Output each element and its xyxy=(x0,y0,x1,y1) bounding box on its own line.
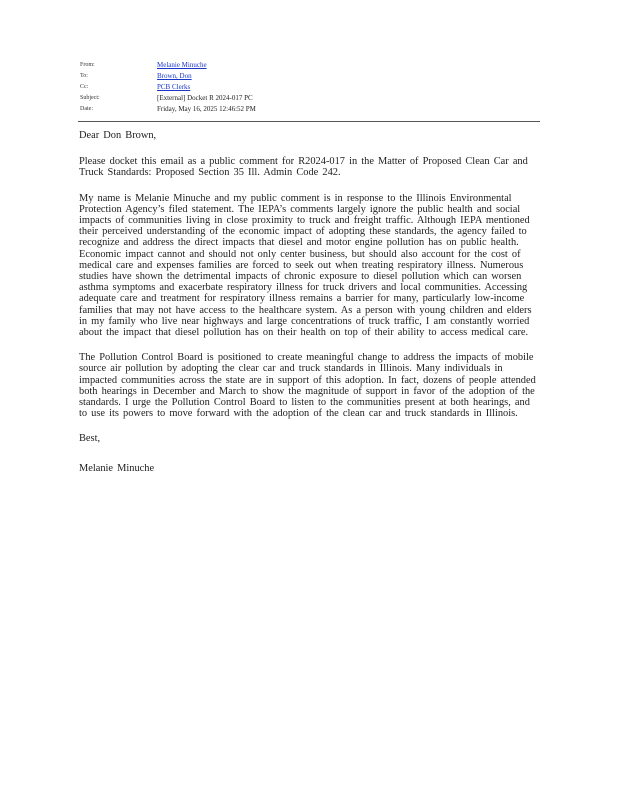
date-value: Friday, May 16, 2025 12:46:52 PM xyxy=(157,105,256,113)
subject-label: Subject: xyxy=(80,95,100,101)
body-paragraph-3: The Pollution Control Board is positioned to create meaningful change to address the impacts of mobile source air pollution by adopting the clear car and truck standards in Illinois. Many individuals in impacted communities across the state are in support of this adoption. In fact, dozens of people attended both hearings in December and March to show the magnitude of support in favor of the adoption of the standards. I urge the Pollution Control Board to listen to the communities present at both hearings, and to use its powers to move forward with the adoption of the clean car and truck standards in Illinois. xyxy=(79,352,536,420)
cc-link[interactable]: PCB Clerks xyxy=(157,83,191,91)
salutation: Dear Don Brown, xyxy=(79,130,157,141)
to-label: To: xyxy=(80,73,88,79)
from-label: From: xyxy=(80,62,95,68)
body-paragraph-1: Please docket this email as a public comment for R2024-017 in the Matter of Proposed Clean Car and Truck Standards: Proposed Section 35 Ill. Admin Code 242. xyxy=(79,156,528,179)
date-label: Date: xyxy=(80,106,93,112)
header-subject-row xyxy=(80,93,540,104)
header-cc-row xyxy=(80,82,540,93)
header-from-row xyxy=(80,60,540,71)
header-divider xyxy=(78,121,540,122)
from-link[interactable]: Melanie Minuche xyxy=(157,61,207,69)
email-body xyxy=(79,130,539,488)
cc-label: Cc: xyxy=(80,84,89,90)
email-header xyxy=(80,60,540,115)
subject-value: [External] Docket R 2024-017 PC xyxy=(157,94,253,102)
to-link[interactable]: Brown, Don xyxy=(157,72,192,80)
header-date-row xyxy=(80,104,540,115)
signature: Melanie Minuche xyxy=(79,462,155,474)
closing: Best, xyxy=(79,433,101,445)
header-to-row xyxy=(80,71,540,82)
body-paragraph-2: My name is Melanie Minuche and my public comment is in response to the Illinois Environmental Protection Agency’s filed statement. The IEPA’s comments largely ignore the public health and social impacts of communities living in close proximity to truck and freight traffic. Although IEPA mentioned their perceived understanding of the economic impact of adopting these standards, the agency failed to recognize and address the direct impacts that diesel and motor engine pollution has on public health. Economic impact cannot and should not only center business, but should also account for the cost of medical care and expenses families are forced to seek out when treating respiratory illness. Numerous studies have shown the detrimental impacts of chronic exposure to diesel pollution which can worsen asthma symptoms and exacerbate respiratory illness for truck drivers and local communities. Accessing adequate care and treatment for respiratory illness remains a barrier for many, particularly low-income families that may not have access to the healthcare system. As a person with young children and elders in my family who live near highways and large concentrations of truck traffic, I am constantly worried about the impact that diesel pollution has on their health on top of their ability to access medical care. xyxy=(79,192,532,339)
